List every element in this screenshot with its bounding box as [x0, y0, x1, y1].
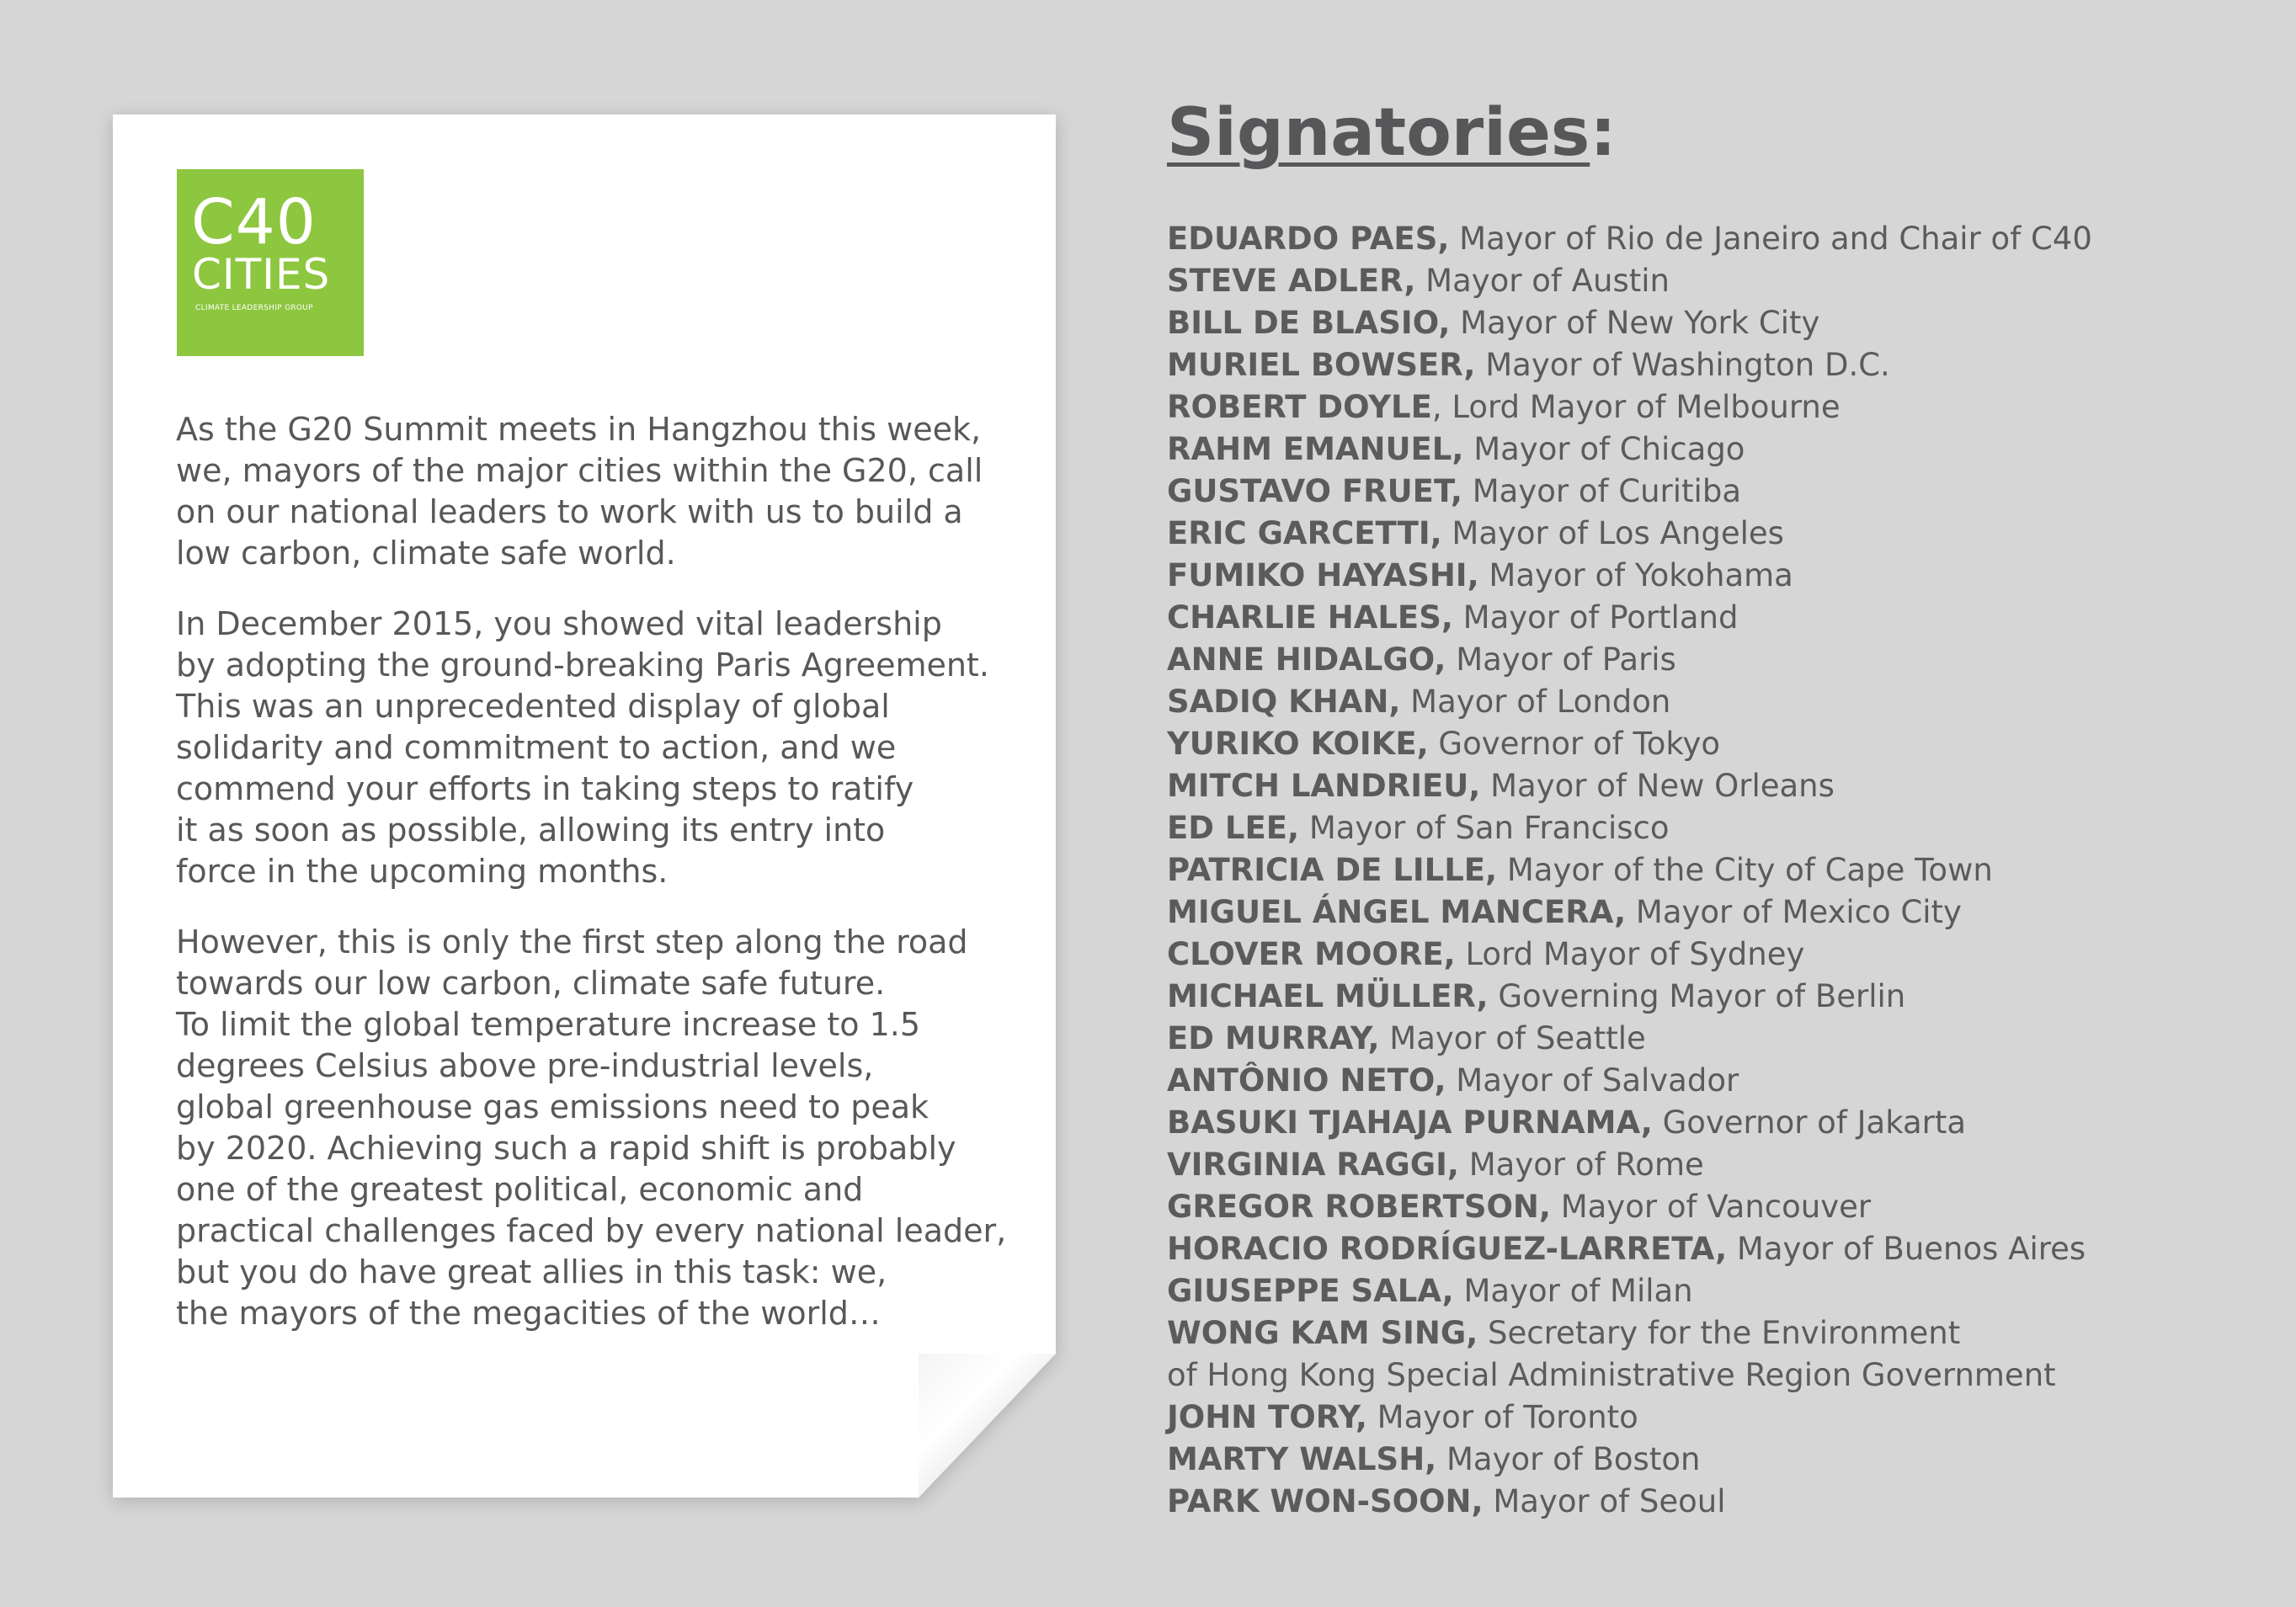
signatory-role: Mayor of New Orleans — [1480, 768, 1835, 804]
signatory-role: , Lord Mayor of Melbourne — [1431, 389, 1841, 425]
signatory-name: ROBERT DOYLE — [1167, 389, 1432, 425]
signatory-name: MIGUEL ÁNGEL MANCERA, — [1167, 894, 1627, 930]
signatory-name: YURIKO KOIKE, — [1167, 726, 1429, 762]
signatory-name: FUMIKO HAYASHI, — [1167, 557, 1479, 593]
signatory-item — [1167, 513, 2092, 555]
signatory-role: Secretary for the Environment — [1478, 1315, 1961, 1351]
signatory-item — [1167, 807, 2092, 849]
signatories-list — [1167, 218, 2092, 1523]
letter-line: it as soon as possible, allowing its entry into — [176, 811, 886, 849]
signatory-item — [1167, 1270, 2092, 1312]
signatory-role: Mayor of Milan — [1453, 1273, 1693, 1309]
signatory-item — [1167, 344, 2092, 386]
signatory-role: Mayor of London — [1400, 684, 1671, 720]
signatory-role: Mayor of San Francisco — [1299, 810, 1670, 846]
signatory-name: VIRGINIA RAGGI, — [1167, 1147, 1459, 1183]
signatory-role: Mayor of Buenos Aires — [1727, 1231, 2086, 1267]
signatory-name: PARK WON-SOON, — [1167, 1483, 1484, 1519]
signatory-item — [1167, 1060, 2092, 1102]
logo-cities-text: CITIES — [192, 250, 331, 299]
signatory-role: Mayor of Salvador — [1446, 1062, 1739, 1099]
signatory-item — [1167, 1144, 2092, 1186]
letter-line: This was an unprecedented display of global — [176, 688, 890, 725]
signatory-item — [1167, 934, 2092, 976]
signatory-name: GIUSEPPE SALA, — [1167, 1273, 1454, 1309]
letter-line: practical challenges faced by every national leader, — [176, 1212, 1007, 1249]
signatory-item — [1167, 891, 2092, 934]
signatory-item — [1167, 1018, 2092, 1060]
signatory-role: Mayor of Portland — [1452, 599, 1739, 636]
signatory-name: ERIC GARCETTI, — [1167, 515, 1442, 551]
letter-line: but you do have great allies in this task: we, — [176, 1253, 887, 1290]
signatory-item — [1167, 555, 2092, 597]
letter-line: degrees Celsius above pre-industrial levels, — [176, 1047, 874, 1084]
signatory-role: Governor of Jakarta — [1652, 1104, 1967, 1141]
signatory-item — [1167, 1354, 2092, 1397]
letter-body — [176, 409, 1035, 1364]
signatory-name: RAHM EMANUEL, — [1167, 431, 1464, 467]
signatory-name: ANTÔNIO NETO, — [1167, 1062, 1446, 1099]
signatory-name: WONG KAM SING, — [1167, 1315, 1478, 1351]
signatory-role: Mayor of Boston — [1436, 1441, 1701, 1477]
signatory-role: Mayor of Rome — [1458, 1147, 1704, 1183]
letter-line: However, this is only the first step along the road — [176, 923, 968, 960]
signatory-name: ANNE HIDALGO, — [1167, 641, 1446, 678]
letter-line: by adopting the ground-breaking Paris Agreement. — [176, 647, 989, 684]
signatory-role: Mayor of New York City — [1450, 305, 1820, 341]
letter-line: global greenhouse gas emissions need to peak — [176, 1088, 930, 1125]
signatory-item — [1167, 471, 2092, 513]
signatory-name: MURIEL BOWSER, — [1167, 347, 1476, 383]
signatory-name: SADIQ KHAN, — [1167, 684, 1401, 720]
letter-line: As the G20 Summit meets in Hangzhou this week, — [176, 411, 982, 448]
signatory-item — [1167, 639, 2092, 681]
logo-subtitle: CLIMATE LEADERSHIP GROUP — [195, 304, 313, 312]
signatory-role: Mayor of Curitiba — [1462, 473, 1741, 509]
letter-paragraph — [176, 409, 1035, 574]
signatory-item — [1167, 597, 2092, 639]
signatory-name: GUSTAVO FRUET, — [1167, 473, 1462, 509]
signatory-name: JOHN TORY, — [1167, 1399, 1367, 1435]
signatory-role: Governing Mayor of Berlin — [1488, 978, 1906, 1014]
signatories-title-colon: : — [1590, 95, 1617, 171]
signatory-name: MITCH LANDRIEU, — [1167, 768, 1481, 804]
signatory-role: Mayor of Toronto — [1366, 1399, 1638, 1435]
signatory-item — [1167, 218, 2092, 260]
signatory-item — [1167, 302, 2092, 344]
signatory-item — [1167, 1186, 2092, 1228]
letter-line: we, mayors of the major cities within the G20, call — [176, 452, 983, 489]
signatory-name: ED LEE, — [1167, 810, 1300, 846]
signatory-role: Mayor of Paris — [1446, 641, 1676, 678]
signatories-heading — [1167, 91, 1617, 175]
signatory-name: GREGOR ROBERTSON, — [1167, 1189, 1551, 1225]
letter-line: on our national leaders to work with us to build a — [176, 493, 963, 530]
signatory-name: MARTY WALSH, — [1167, 1441, 1437, 1477]
letter-line: commend your efforts in taking steps to ratify — [176, 770, 914, 807]
signatory-role: Mayor of Vancouver — [1550, 1189, 1872, 1225]
c40-logo — [177, 169, 364, 356]
signatory-item — [1167, 1228, 2092, 1270]
letter-line: solidarity and commitment to action, and we — [176, 729, 897, 766]
signatory-role: Governor of Tokyo — [1428, 726, 1721, 762]
signatory-name: ED MURRAY, — [1167, 1020, 1380, 1056]
signatory-role: Mayor of Chicago — [1463, 431, 1745, 467]
signatory-role: Mayor of Seoul — [1483, 1483, 1726, 1519]
signatory-item — [1167, 1397, 2092, 1439]
page-curl-fold — [919, 1354, 1056, 1498]
signatory-role: Mayor of Yokohama — [1478, 557, 1793, 593]
letter-line: the mayors of the megacities of the world… — [176, 1295, 881, 1332]
signatory-role: Mayor of Austin — [1415, 263, 1670, 299]
signatory-item — [1167, 849, 2092, 891]
signatory-name: MICHAEL MÜLLER, — [1167, 978, 1489, 1014]
signatory-item — [1167, 1439, 2092, 1481]
signatory-role: Mayor of Seattle — [1379, 1020, 1646, 1056]
signatory-role: Mayor of Washington D.C. — [1475, 347, 1890, 383]
signatory-role: Mayor of Rio de Janeiro and Chair of C40 — [1449, 221, 2092, 257]
signatory-name: PATRICIA DE LILLE, — [1167, 852, 1498, 888]
signatory-name: STEVE ADLER, — [1167, 263, 1416, 299]
signatory-role: Mayor of the City of Cape Town — [1497, 852, 1993, 888]
letter-line: one of the greatest political, economic and — [176, 1171, 864, 1208]
signatory-item — [1167, 681, 2092, 723]
letter-paragraph — [176, 604, 1035, 892]
signatory-name: EDUARDO PAES, — [1167, 221, 1450, 257]
letter-line: towards our low carbon, climate safe future. — [176, 965, 886, 1002]
logo-c40-text: C40 — [191, 186, 317, 258]
signatory-name: BILL DE BLASIO, — [1167, 305, 1451, 341]
signatory-item — [1167, 260, 2092, 302]
signatory-role: of Hong Kong Special Administrative Region Government — [1167, 1357, 2056, 1393]
signatory-item — [1167, 976, 2092, 1018]
signatories-title: Signatories — [1167, 95, 1590, 171]
signatory-item — [1167, 386, 2092, 428]
signatory-name: BASUKI TJAHAJA PURNAMA, — [1167, 1104, 1653, 1141]
signatory-item — [1167, 1481, 2092, 1523]
letter-line: force in the upcoming months. — [176, 853, 669, 890]
signatory-role: Mayor of Mexico City — [1626, 894, 1962, 930]
letter-line: by 2020. Achieving such a rapid shift is probably — [176, 1130, 956, 1167]
signatory-item — [1167, 1312, 2092, 1354]
signatory-item — [1167, 723, 2092, 765]
signatory-role: Lord Mayor of Sydney — [1455, 936, 1805, 972]
signatory-item — [1167, 428, 2092, 471]
letter-paragraph — [176, 922, 1035, 1334]
letter-line: In December 2015, you showed vital leadership — [176, 605, 942, 642]
signatory-item — [1167, 765, 2092, 807]
signatory-name: CLOVER MOORE, — [1167, 936, 1456, 972]
signatory-item — [1167, 1102, 2092, 1144]
signatory-role: Mayor of Los Angeles — [1441, 515, 1784, 551]
signatory-name: CHARLIE HALES, — [1167, 599, 1453, 636]
signatory-name: HORACIO RODRÍGUEZ-LARRETA, — [1167, 1231, 1728, 1267]
letter-line: low carbon, climate safe world. — [176, 535, 676, 572]
letter-line: To limit the global temperature increase to 1.5 — [176, 1006, 921, 1043]
